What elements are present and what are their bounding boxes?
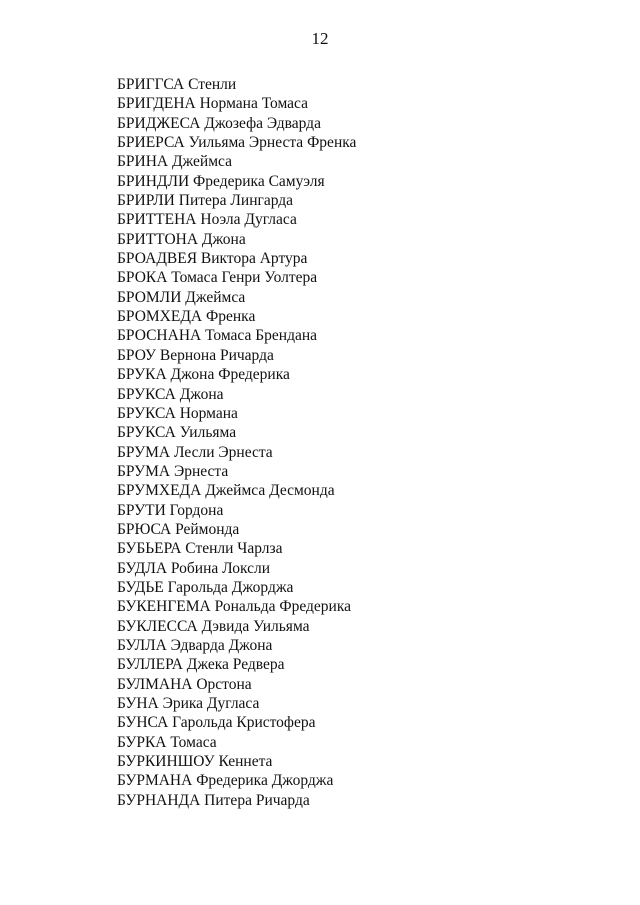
list-item: БУЛМАНА Орстона (117, 675, 252, 693)
list-item: БРОСНАНА Томаса Брендана (117, 327, 318, 345)
list-item: БРИДЖЕСА Джозефа Эдварда (117, 114, 321, 132)
list-item: БРУМА Эрнеста (117, 462, 229, 480)
list-item: БУДЛА Робина Локсли (117, 559, 271, 577)
list-item: БРУТИ Гордона (117, 501, 224, 519)
list-item: БУРКА Томаса (117, 733, 217, 751)
list-item: БРИНДЛИ Фредерика Самуэля (117, 172, 325, 190)
list-item: БУРНАНДА Питера Ричарда (117, 791, 310, 809)
list-item: БРОМЛИ Джеймса (117, 288, 246, 306)
list-item: БРУКСА Нормана (117, 404, 238, 422)
list-item: БРИТТЕНА Ноэла Дугласа (117, 211, 297, 229)
list-item: БУРМАНА Фредерика Джорджа (117, 772, 334, 790)
list-item: БРУМА Лесли Эрнеста (117, 443, 273, 461)
list-item: БУНА Эрика Дугласа (117, 695, 260, 712)
list-item: БРИЕРСА Уильяма Эрнеста Френка (117, 134, 357, 152)
list-item: БУКЕНГЕМА Рональда Фредерика (117, 598, 352, 616)
name-list (117, 75, 356, 810)
list-item: БРИГДЕНА Нормана Томаса (117, 95, 308, 113)
list-item: БРИГГСА Стенли (117, 76, 237, 93)
list-item: БРУКСА Уильяма (117, 424, 237, 442)
list-item: БУБЬЕРА Стенли Чарлза (117, 540, 283, 558)
list-item: БУЛЛА Эдварда Джона (117, 636, 273, 654)
list-item: БРИТТОНА Джона (117, 230, 246, 248)
list-item: БРИНА Джеймса (117, 153, 232, 171)
list-item: БУЛЛЕРА Джека Редвера (117, 656, 285, 674)
list-item: БУКЛЕССА Дэвида Уильяма (117, 617, 310, 635)
list-item: БРОАДВЕЯ Виктора Артура (117, 250, 308, 268)
list-item: БРЮСА Реймонда (117, 520, 240, 538)
list-item: БУДЬЕ Гарольда Джорджа (117, 578, 294, 596)
list-item: БУНСА Гарольда Кристофера (117, 714, 316, 732)
list-item: БРУКА Джона Фредерика (117, 366, 290, 384)
list-item: БУРКИНШОУ Кеннета (117, 753, 273, 771)
list-item: БРИРЛИ Питера Лингарда (117, 192, 294, 210)
list-item: БРОУ Вернона Ричарда (117, 346, 274, 364)
page-number: 12 (311, 29, 329, 48)
list-item: БРУМХЕДА Джеймса Десмонда (117, 482, 335, 500)
list-item: БРОКА Томаса Генри Уолтера (117, 269, 318, 287)
list-item: БРУКСА Джона (117, 385, 224, 403)
list-item: БРОМХЕДА Френка (117, 308, 256, 326)
